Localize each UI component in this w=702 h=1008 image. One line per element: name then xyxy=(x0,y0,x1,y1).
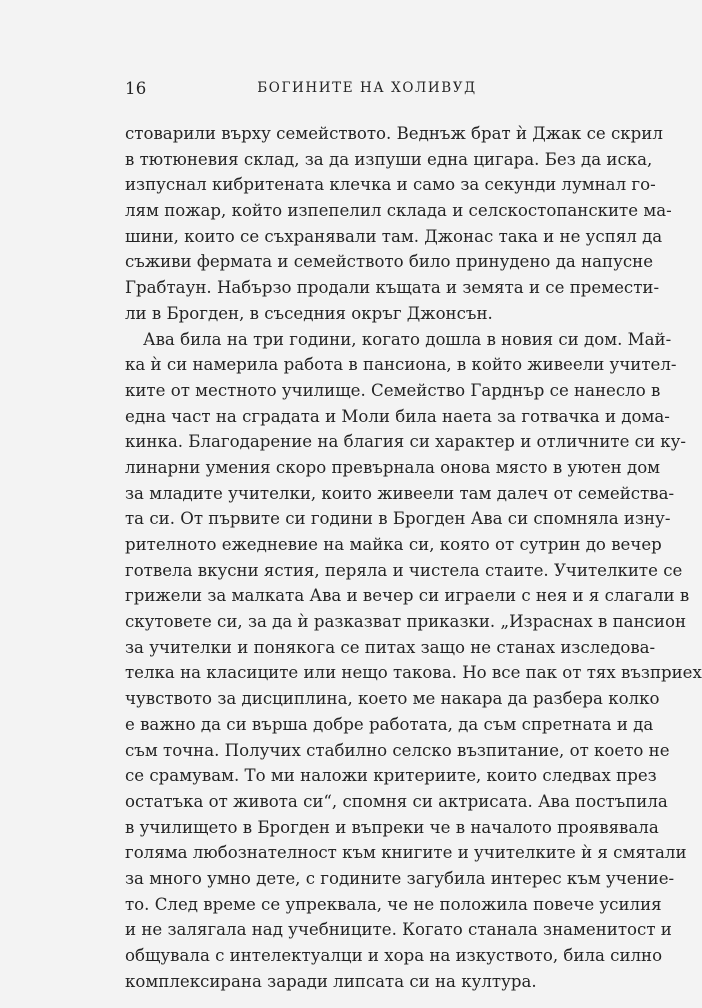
text-line: линарни умения скоро превърнала онова място в уютен дом xyxy=(125,457,661,477)
text-line: ките от местното училище. Семейство Гарднър се нанесло в xyxy=(125,380,661,400)
text-line: рителното ежедневие на майка си, която от сутрин до вечер xyxy=(125,535,662,554)
text-line: готвела вкусни ястия, перяла и чистела стаите. Учителките се xyxy=(125,560,683,580)
text-line: съм точна. Получих стабилно селско възпитание, от което не xyxy=(125,740,670,760)
text-line: и не залягала над учебниците. Когато станала знаменитост и xyxy=(125,920,672,940)
text-line: Грабтаун. Набързо продали къщата и земята и се премести- xyxy=(125,278,660,298)
text-line: лям пожар, който изпепелил склада и селскостопанските ма- xyxy=(125,201,672,221)
text-line: телка на класиците или нещо такова. Но все пак от тях възприех xyxy=(125,663,702,683)
text-line: комплексирана заради липсата си на култура. xyxy=(125,971,537,991)
text-line: изпуснал кибритената клечка и само за секунди лумнал го- xyxy=(125,175,656,195)
page-number: 16 xyxy=(125,79,147,98)
text-line: голяма любознателност към книгите и учителките ѝ я смятали xyxy=(125,843,687,863)
text-line: за много умно дете, с годините загубила интерес към учение- xyxy=(125,868,675,888)
text-line: скутовете си, за да ѝ разказват приказки. „Израснах в пансион xyxy=(125,612,687,632)
text-line: чувството за дисциплина, което ме накара да разбера колко xyxy=(125,689,660,709)
text-line: съживи фермата и семейството било принудено да напусне xyxy=(125,252,654,272)
page-header xyxy=(125,79,609,103)
text-line: ли в Брогден, в съседния окръг Джонсън. xyxy=(125,303,493,323)
text-line: се срамувам. То ми наложи критериите, които следвах през xyxy=(125,766,657,786)
text-line: е важно да си върша добре работата, да съм спретната и да xyxy=(125,714,654,734)
text-line: то. След време се упреквала, че не положила повече усилия xyxy=(125,894,662,914)
text-line: шини, които се съхранявали там. Джонас така и не успял да xyxy=(125,226,663,246)
text-line: в училището в Брогден и въпреки че в началото проявявала xyxy=(125,817,659,837)
text-line: остатъка от живота си“, спомня си актрисата. Ава постъпила xyxy=(125,791,668,811)
text-line: за младите учителки, които живеели там далеч от семейства- xyxy=(125,483,675,503)
text-line: за учителки и понякога се питах защо не станах изследова- xyxy=(125,637,656,657)
text-line: кинка. Благодарение на благия си характер и отличните си ку- xyxy=(125,432,687,452)
text-line: та си. От първите си години в Брогден Ава си спомняла изну- xyxy=(125,509,671,529)
text-line: в тютюневия склад, за да изпуши една цигара. Без да иска, xyxy=(125,149,653,169)
text-line: ка ѝ си намерила работа в пансиона, в който живеели учител- xyxy=(125,355,677,375)
body-text xyxy=(125,121,702,994)
paragraph xyxy=(125,327,702,995)
text-line: Ава била на три години, когато дошла в новия си дом. Май- xyxy=(143,329,672,349)
text-line: общувала с интелектуалци и хора на изкуството, била силно xyxy=(125,946,663,965)
paragraph xyxy=(125,121,672,327)
text-line: стоварили върху семейството. Веднъж брат ѝ Джак се скрил xyxy=(125,124,663,143)
text-line: грижели за малката Ава и вечер си играели с нея и я слагали в xyxy=(125,586,690,606)
text-line: една част на сградата и Моли била наета за готвачка и дома- xyxy=(125,406,670,426)
running-title: БОГИНИТЕ НА ХОЛИВУД xyxy=(257,80,477,96)
